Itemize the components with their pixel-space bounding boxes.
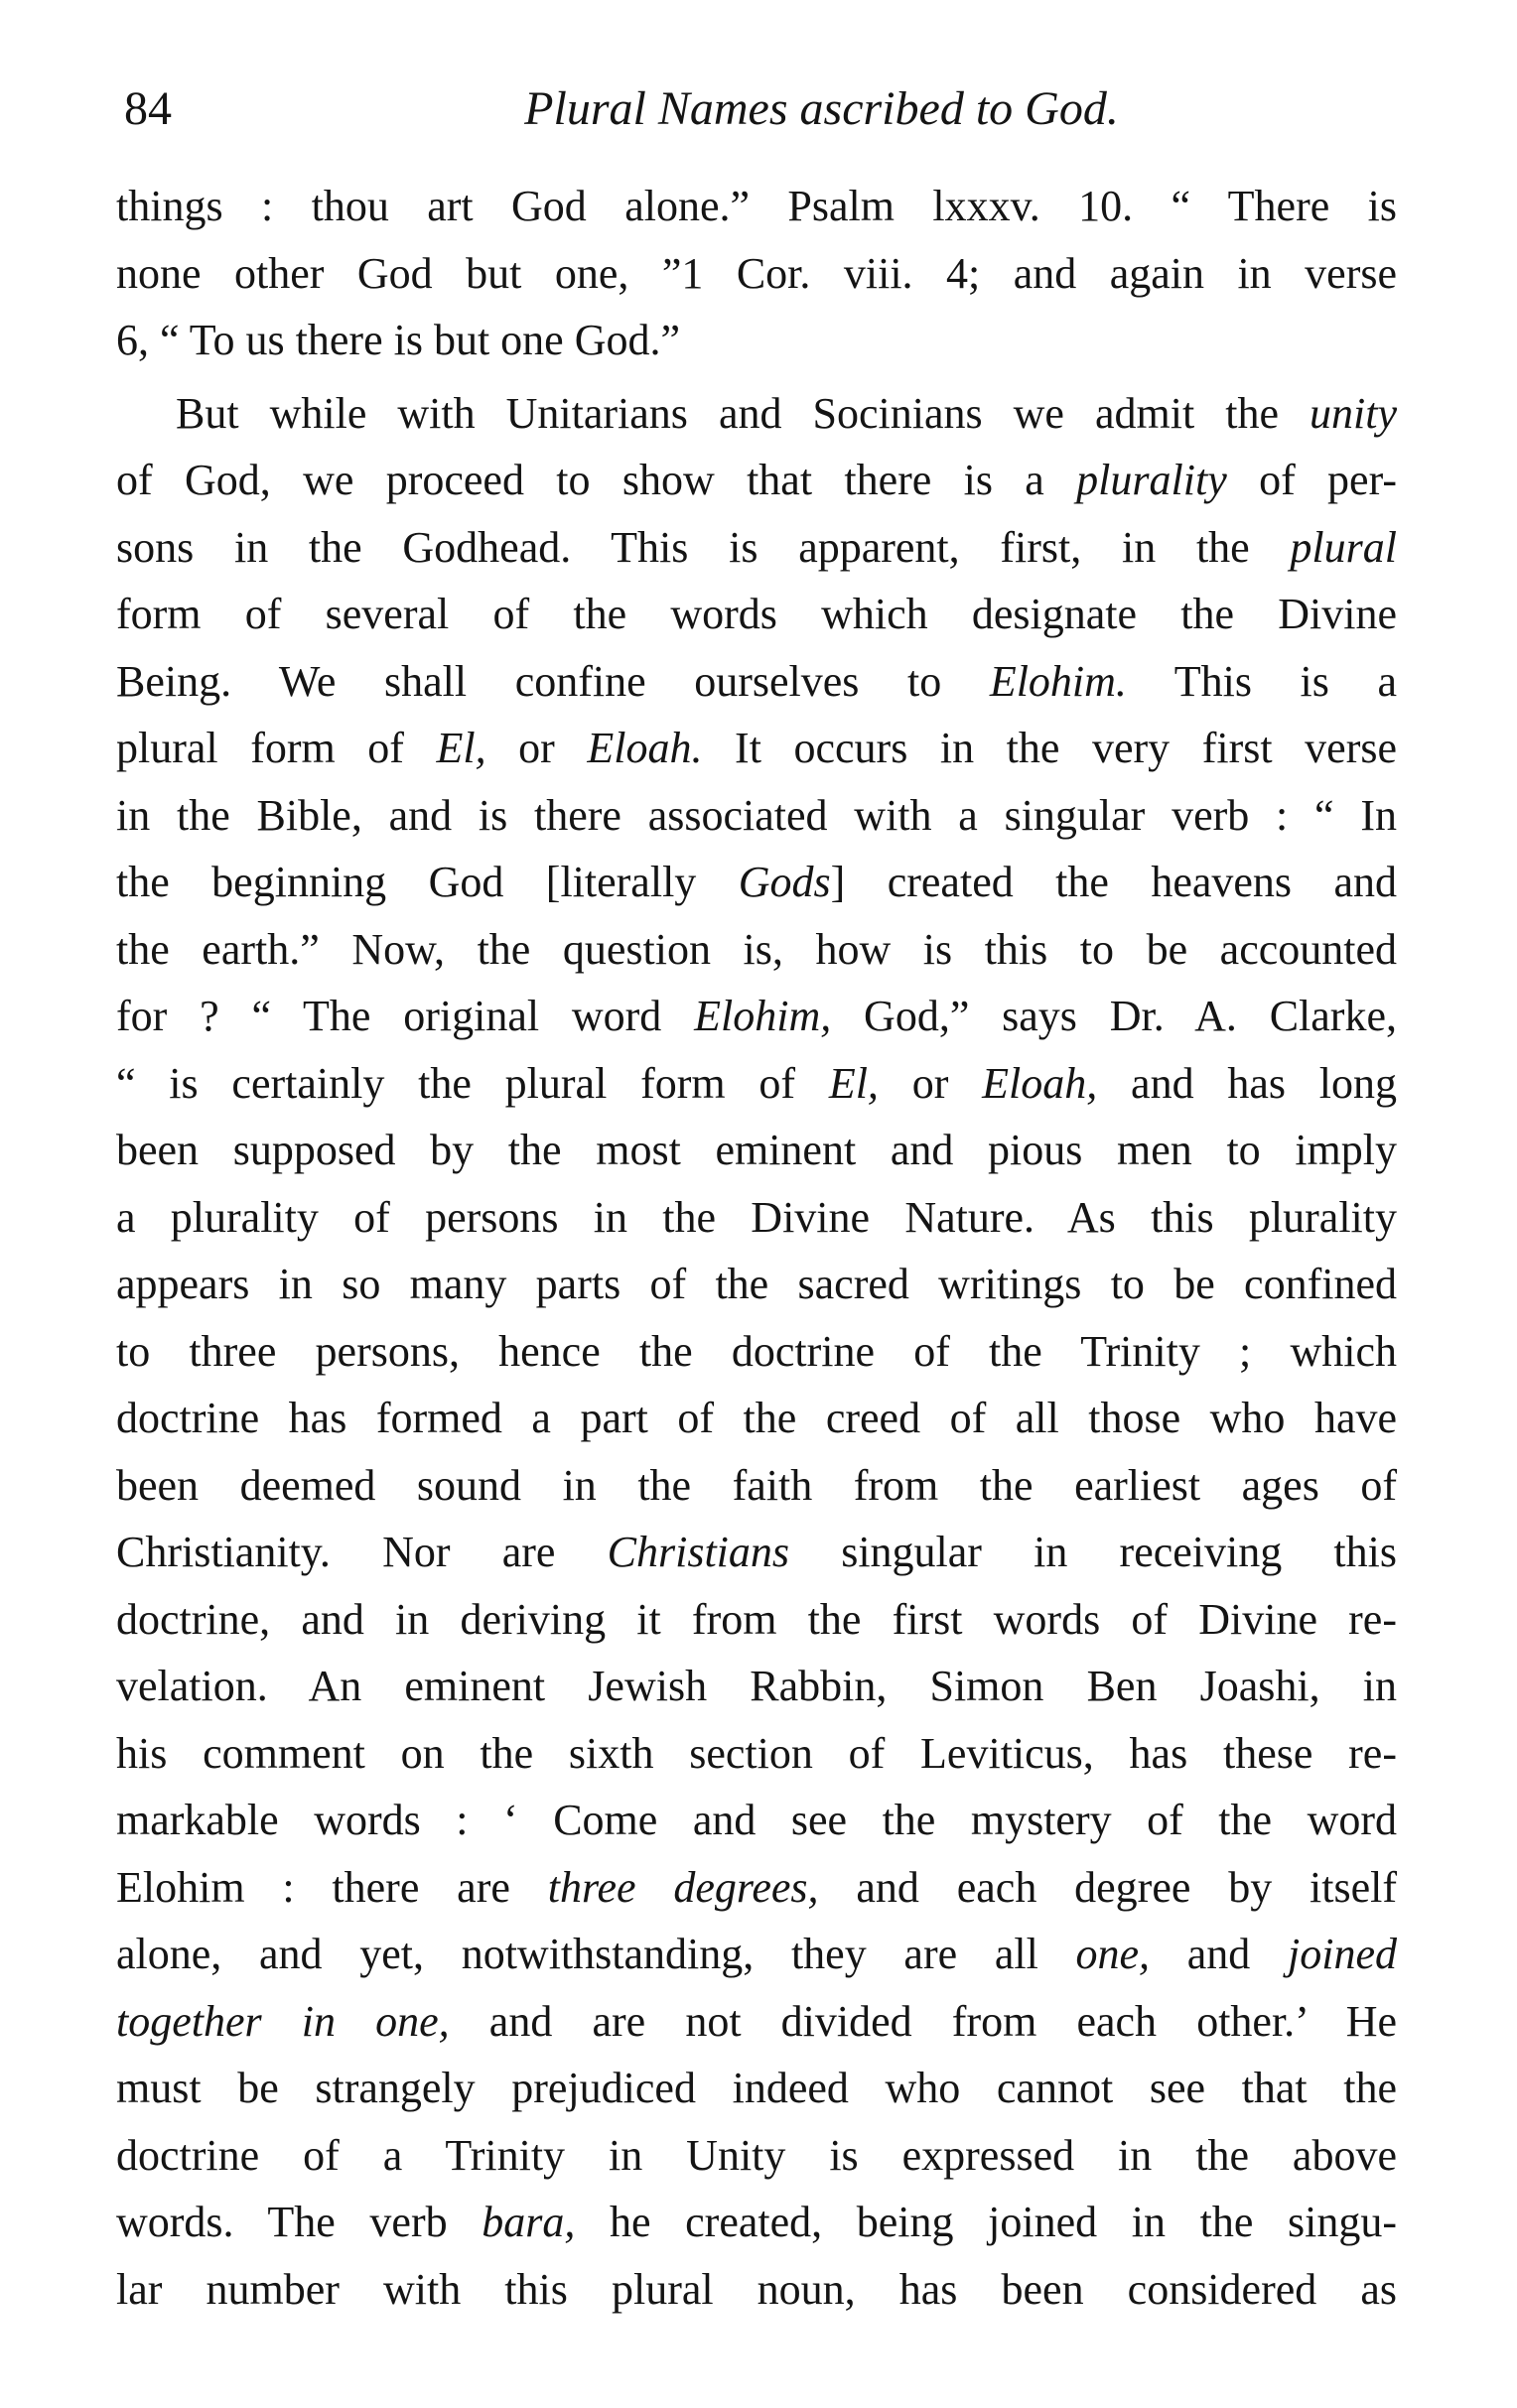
text-line <box>116 715 1397 782</box>
italic-text-run: unity <box>1310 388 1397 438</box>
text-run: singular in receiving this <box>789 1528 1397 1576</box>
text-run: in the Bible, and is there associated with a singular verb : “ In <box>116 790 1397 840</box>
text-run: to three persons, hence the doctrine of the Trinity ; which <box>116 1326 1397 1376</box>
text-run: none other God but one, ”1 Cor. viii. 4; and again in verse <box>116 248 1397 298</box>
text-run: for ? “ The original word <box>116 992 695 1040</box>
italic-text-run: joined <box>1288 1930 1397 1978</box>
text-run: been deemed sound in the faith from the earliest ages of <box>116 1460 1397 1510</box>
text-run: his comment on the sixth section of Leviticus, has these re- <box>116 1728 1397 1778</box>
text-line <box>116 1251 1397 1318</box>
italic-text-run: plural <box>1290 522 1397 572</box>
text-line <box>116 782 1397 850</box>
text-line <box>116 380 1397 448</box>
text-run: Being. We shall confine ourselves to <box>116 656 990 706</box>
text-run: and has long <box>1097 1058 1397 1108</box>
text-line <box>116 1050 1397 1118</box>
text-run: plural form of <box>116 724 437 772</box>
text-line <box>116 1318 1397 1386</box>
text-line <box>116 983 1397 1050</box>
text-run: doctrine has formed a part of the creed of all those who have <box>116 1394 1397 1442</box>
text-run: been supposed by the most eminent and pious men to imply <box>116 1126 1397 1174</box>
text-run: sons in the Godhead. This is apparent, first, in the <box>116 522 1291 572</box>
text-line <box>116 1854 1397 1922</box>
text-run: words. The verb <box>116 2198 483 2246</box>
text-run: lar number with this plural noun, has been considered as <box>116 2264 1397 2314</box>
text-run: of God, we proceed to show that there is a <box>116 456 1077 504</box>
italic-text-run: Christians <box>607 1528 790 1576</box>
text-line <box>116 849 1397 916</box>
italic-text-run: three degrees, <box>547 1862 819 1912</box>
text-run: alone, and yet, notwithstanding, they are all <box>116 1930 1076 1978</box>
text-run: form of several of the words which designate the Divine <box>116 590 1397 638</box>
body-text <box>116 173 1397 2323</box>
text-run: 6, “ To us there is but one God.” <box>116 316 681 364</box>
text-line <box>116 1117 1397 1184</box>
running-title: Plural Names ascribed to God. <box>524 82 1119 135</box>
text-line <box>116 1452 1397 1520</box>
text-run: and are not divided from each other.’ He <box>449 1996 1397 2046</box>
text-line <box>116 1385 1397 1452</box>
italic-text-run: El, <box>436 724 486 772</box>
text-run: and <box>1150 1930 1289 1978</box>
italic-text-run: one, <box>1075 1930 1151 1978</box>
page-number: 84 <box>124 82 172 135</box>
text-run: things : thou art God alone.” Psalm lxxxv. 10. “ There is <box>116 182 1397 230</box>
italic-text-run: plurality <box>1076 456 1227 504</box>
text-run: a plurality of persons in the Divine Nature. As this plurality <box>116 1192 1397 1242</box>
text-line <box>116 1653 1397 1720</box>
text-line <box>116 240 1397 308</box>
text-run: must be strangely prejudiced indeed who cannot see that the <box>116 2064 1397 2112</box>
italic-text-run: Eloah, <box>982 1058 1098 1108</box>
text-line <box>116 447 1397 514</box>
text-line <box>116 1988 1397 2056</box>
text-run: Elohim : there are <box>116 1862 548 1912</box>
text-run: of per- <box>1226 456 1397 504</box>
text-run: or <box>878 1058 983 1108</box>
text-line <box>116 916 1397 984</box>
italic-text-run: El, <box>828 1058 879 1108</box>
text-run: and each degree by itself <box>818 1862 1397 1912</box>
text-run: God,” says Dr. A. Clarke, <box>831 992 1397 1040</box>
text-line <box>116 307 1397 374</box>
text-line <box>116 1921 1397 1988</box>
text-line <box>116 173 1397 240</box>
text-run: It occurs in the very first verse <box>702 724 1397 772</box>
text-line <box>116 581 1397 648</box>
text-line <box>116 2055 1397 2122</box>
text-run: doctrine, and in deriving it from the first words of Divine re- <box>116 1594 1397 1644</box>
text-run: But while with Unitarians and Socinians we admit the <box>176 388 1310 438</box>
italic-text-run: Elohim, <box>694 992 832 1040</box>
text-line <box>116 1787 1397 1854</box>
italic-text-run: together in one, <box>116 1996 450 2046</box>
text-line <box>116 2256 1397 2324</box>
text-line <box>116 1586 1397 1654</box>
text-run: or <box>485 724 588 772</box>
text-run: Christianity. Nor are <box>116 1528 608 1576</box>
text-line <box>116 2189 1397 2256</box>
text-run: This is a <box>1126 656 1397 706</box>
italic-text-run: Elohim. <box>989 656 1127 706</box>
text-line <box>116 648 1397 716</box>
text-run: “ is certainly the plural form of <box>116 1058 829 1108</box>
text-line <box>116 514 1397 582</box>
text-line <box>116 2122 1397 2190</box>
text-run: the earth.” Now, the question is, how is this to be accounted <box>116 924 1397 974</box>
italic-text-run: Eloah. <box>587 724 703 772</box>
text-run: markable words : ‘ Come and see the mystery of the word <box>116 1796 1397 1844</box>
text-line <box>116 1184 1397 1252</box>
text-run: appears in so many parts of the sacred writings to be confined <box>116 1260 1397 1308</box>
text-run: the beginning God [literally <box>116 858 739 906</box>
text-line <box>116 1720 1397 1788</box>
text-line <box>116 1519 1397 1586</box>
italic-text-run: bara, <box>482 2198 576 2246</box>
running-head <box>124 77 1400 141</box>
italic-text-run: Gods <box>738 858 831 906</box>
text-run: he created, being joined in the singu- <box>575 2198 1397 2246</box>
text-run: doctrine of a Trinity in Unity is expressed in the above <box>116 2130 1397 2180</box>
text-run: velation. An eminent Jewish Rabbin, Simon Ben Joashi, in <box>116 1662 1397 1710</box>
text-run: ] created the heavens and <box>830 858 1397 906</box>
